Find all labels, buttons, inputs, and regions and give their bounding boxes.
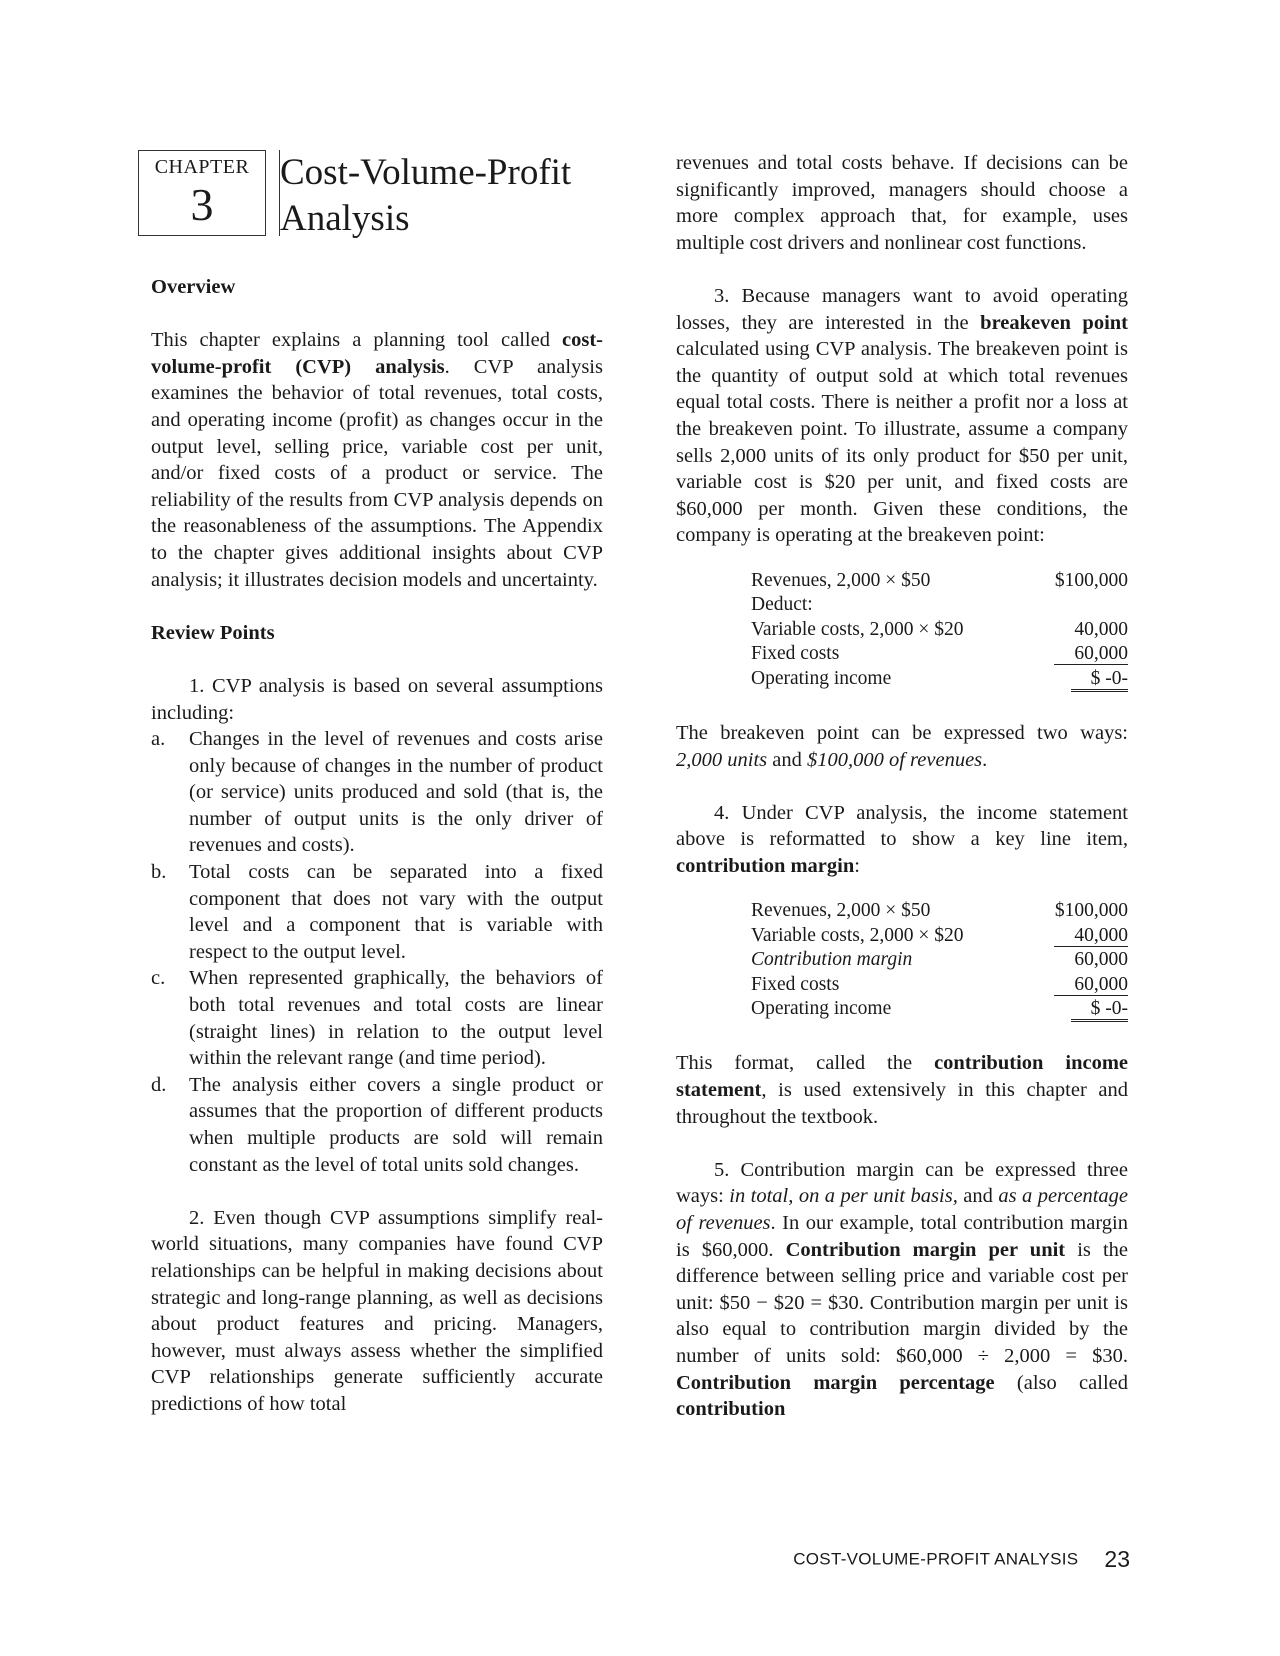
- chapter-number: 3: [190, 179, 214, 230]
- review-point-5: 5. Contribution margin can be expressed three ways: in total, on a per unit basis, and as a percentage of revenues. In our example, total contribution margin is $60,000. Contribution margin per unit is the difference between selling price and variable cost per unit: $50 − $20 = $30. Contribution margin per unit is also equal to contribution margin divided by the number of units sold: $60,000 ÷ 2,000 = $30. Contribution margin percentage (also called contribution: [676, 1158, 1128, 1421]
- assumption-item-c: c. When represented graphically, the behaviors of both total revenues and total costs are linear (straight lines) in relation to the output level within the relevant range (and time period).: [151, 967, 603, 1070]
- left-column: [151, 148, 603, 1418]
- chapter-title-line-2: Analysis: [280, 198, 410, 239]
- table-row: Contribution margin 60,000: [751, 949, 1128, 971]
- review-point-2-continued: revenues and total costs behave. If decisions can be significantly improved, managers should choose a more complex approach that, for example, uses multiple cost drivers and nonlinear cost functions.: [676, 152, 1128, 254]
- assumption-item-a: a. Changes in the level of revenues and costs arise only because of changes in the number of product (or service) units produced and sold (that is, the number of output units is the only driver of revenues and costs).: [151, 728, 603, 857]
- contribution-income-table: [751, 899, 1128, 1022]
- page-number: 23: [1104, 1546, 1130, 1572]
- breakeven-income-table: [751, 569, 1128, 692]
- overview-paragraph: This chapter explains a planning tool called cost-volume-profit (CVP) analysis. CVP analysis examines the behavior of total revenues, total costs, and operating income (profit) as changes occur in the output level, selling price, variable cost per unit, and/or fixed costs of a product or service. The reliability of the results from CVP analysis depends on the reasonableness of the assumptions. The Appendix to the chapter gives additional insights about CVP analysis; it illustrates decision models and uncertainty.: [151, 329, 603, 591]
- right-column: [676, 150, 1128, 1423]
- assumption-item-d: d. The analysis either covers a single product or assumes that the proportion of different products when multiple products are sold will remain constant as the level of total units sold changes.: [151, 1073, 603, 1176]
- review-points-heading: Review Points: [151, 621, 275, 644]
- table-row: Variable costs, 2,000 × $20 40,000: [751, 924, 1128, 946]
- table-row: Fixed costs 60,000: [751, 973, 1128, 995]
- review-point-3: 3. Because managers want to avoid operating losses, they are interested in the breakeven point calculated using CVP analysis. The breakeven point is the quantity of output sold at which total revenues equal total costs. There is neither a profit nor a loss at the breakeven point. To illustrate, assume a company sells 2,000 units of its only product for $50 per unit, variable cost is $20 per unit, and fixed costs are $60,000 per month. Given these conditions, the company is operating at the breakeven point:: [676, 284, 1128, 547]
- contribution-format-paragraph: This format, called the contribution income statement, is used extensively in this chapter and throughout the textbook.: [676, 1052, 1128, 1128]
- table-row: Operating income $ -0-: [751, 667, 1128, 692]
- page-footer: [760, 1546, 1130, 1573]
- chapter-label: CHAPTER: [154, 156, 250, 178]
- table-row: Variable costs, 2,000 × $20 40,000: [751, 618, 1128, 640]
- table-row: Revenues, 2,000 × $50 $100,000: [751, 569, 1128, 591]
- review-point-1: 1. CVP analysis is based on several assumptions including:: [151, 674, 603, 724]
- table-row: Operating income $ -0-: [751, 997, 1128, 1022]
- review-point-2: 2. Even though CVP assumptions simplify real-world situations, many companies have found CVP relationships can be helpful in making decisions about strategic and long-range planning, as well as decisions about product features and pricing. Managers, however, must always assess whether the simplified CVP relationships generate sufficiently accurate predictions of how total: [151, 1206, 603, 1415]
- chapter-title-line-1: Cost-Volume-Profit: [280, 152, 572, 193]
- table-row: Revenues, 2,000 × $50 $100,000: [751, 900, 1128, 922]
- overview-heading: Overview: [151, 276, 236, 298]
- table-row: Fixed costs 60,000: [751, 643, 1128, 665]
- assumption-item-b: b. Total costs can be separated into a fixed component that does not vary with the output level and a component that is variable with respect to the output level.: [151, 861, 603, 963]
- table-row: Deduct:: [751, 594, 813, 616]
- review-point-4: 4. Under CVP analysis, the income statement above is reformatted to show a key line item, contribution margin:: [676, 801, 1128, 877]
- breakeven-expression: The breakeven point can be expressed two ways: 2,000 units and $100,000 of revenues.: [676, 721, 1128, 771]
- running-footer-title: COST-VOLUME-PROFIT ANALYSIS: [793, 1549, 1079, 1569]
